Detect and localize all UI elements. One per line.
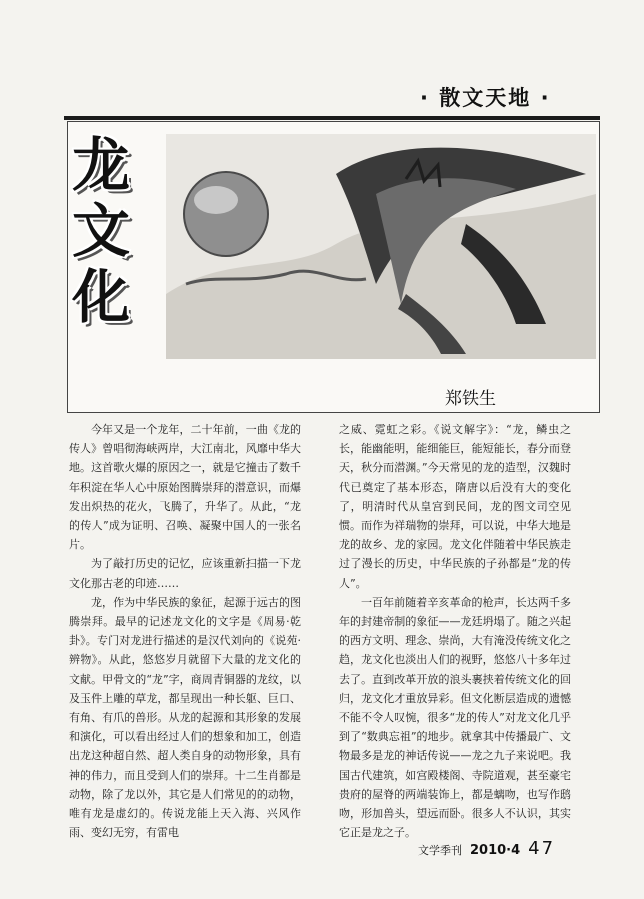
header-rule <box>64 116 600 120</box>
magazine-name: 文学季刊 <box>418 844 462 857</box>
title-char: 化 <box>72 263 131 331</box>
page-curl-decoration <box>548 352 600 413</box>
title-char: 龙 <box>72 131 131 199</box>
section-title: · 散文天地 · <box>420 86 551 110</box>
title-char: 文 <box>72 197 131 265</box>
paragraph: 一百年前随着辛亥革命的枪声，长达两千多年的封建帝制的象征——龙廷坍塌了。随之兴起的西方文明、理念、崇尚，大有淹没传统文化之趋，龙文化也淡出人们的视野，悠悠八十多年过去了。直到改革开放的浪头裹挟着传统文化的回归，龙文化才重放异彩。但文化断层造成的遗憾不能不令人叹惋，很多“龙的传人”对龙文化几乎到了“数典忘祖”的地步。就拿其中传播最广、文物最多是龙的神话传说——龙之九子来说吧。我国古代建筑，如宫殿楼阁、寺院道观，甚至豪宅贵府的屋脊的两端装饰上，都是螭吻，也写作鸱吻，形加兽头，望远而卧。很多人不认识，其实它正是龙之子。 <box>339 595 571 840</box>
paragraph: 今年又是一个龙年，二十年前，一曲《龙的传人》曾唱彻海峡两岸，大江南北，风靡中华大地。这首歌火爆的原因之一，就是它撞击了数千年积淀在华人心中原始图腾崇拜的潜意识，而爆发出炽热的花火，飞腾了，升华了。从此，“龙的传人”成为证明、召唤、凝聚中国人的一张名片。 <box>69 423 301 552</box>
page-number: 47 <box>528 838 556 859</box>
author-byline: 郑铁生 <box>445 389 496 409</box>
text-column-left <box>69 420 301 842</box>
dragon-illustration <box>166 134 596 359</box>
paragraph: 之威、霓虹之彩。《说文解字》：“龙，鳞虫之长，能幽能明，能细能巨，能短能长，春分而登天，秋分而潜渊。”今天常见的龙的造型，汉魏时代已奠定了基本形态，隋唐以后没有大的变化了，明清时代从皇宫到民间，龙的图文司空见惯。而作为祥瑞物的崇拜，可以说，中华大地是龙的故乡、龙的家园。龙文化伴随着中华民族走过了漫长的历史，中华民族的子孙都是“龙的传人”。 <box>339 423 571 590</box>
page-footer <box>418 838 555 859</box>
article-title <box>72 132 152 330</box>
issue-number: 2010·4 <box>470 843 521 858</box>
paragraph: 为了敲打历史的记忆，应该重新扫描一下龙文化那古老的印迹…… <box>69 557 301 590</box>
text-column-right <box>339 420 571 842</box>
paragraph: 龙，作为中华民族的象征，起源于远古的图腾崇拜。最早的记述龙文化的文字是《周易·乾卦》。专门对龙进行描述的是汉代刘向的《说苑·辨物》。从此，悠悠岁月就留下大量的龙文化的文献。甲骨文的“龙”字，商周青铜器的龙纹，以及玉件上雕的草龙，都呈现出一种长躯、巨口、有角、有爪的兽形。从龙的起源和其形象的发展和演化，可以看出经过人们的想象和加工，创造出龙这种超自然、超人类自身的动物形象，具有神的伟力，而且受到人们的崇拜。十二生肖都是动物，除了龙以外，其它是人们常见的的动物，唯有龙是虚幻的。传说龙能上天入海、兴风作雨、变幻无穷，有雷电 <box>69 595 301 840</box>
